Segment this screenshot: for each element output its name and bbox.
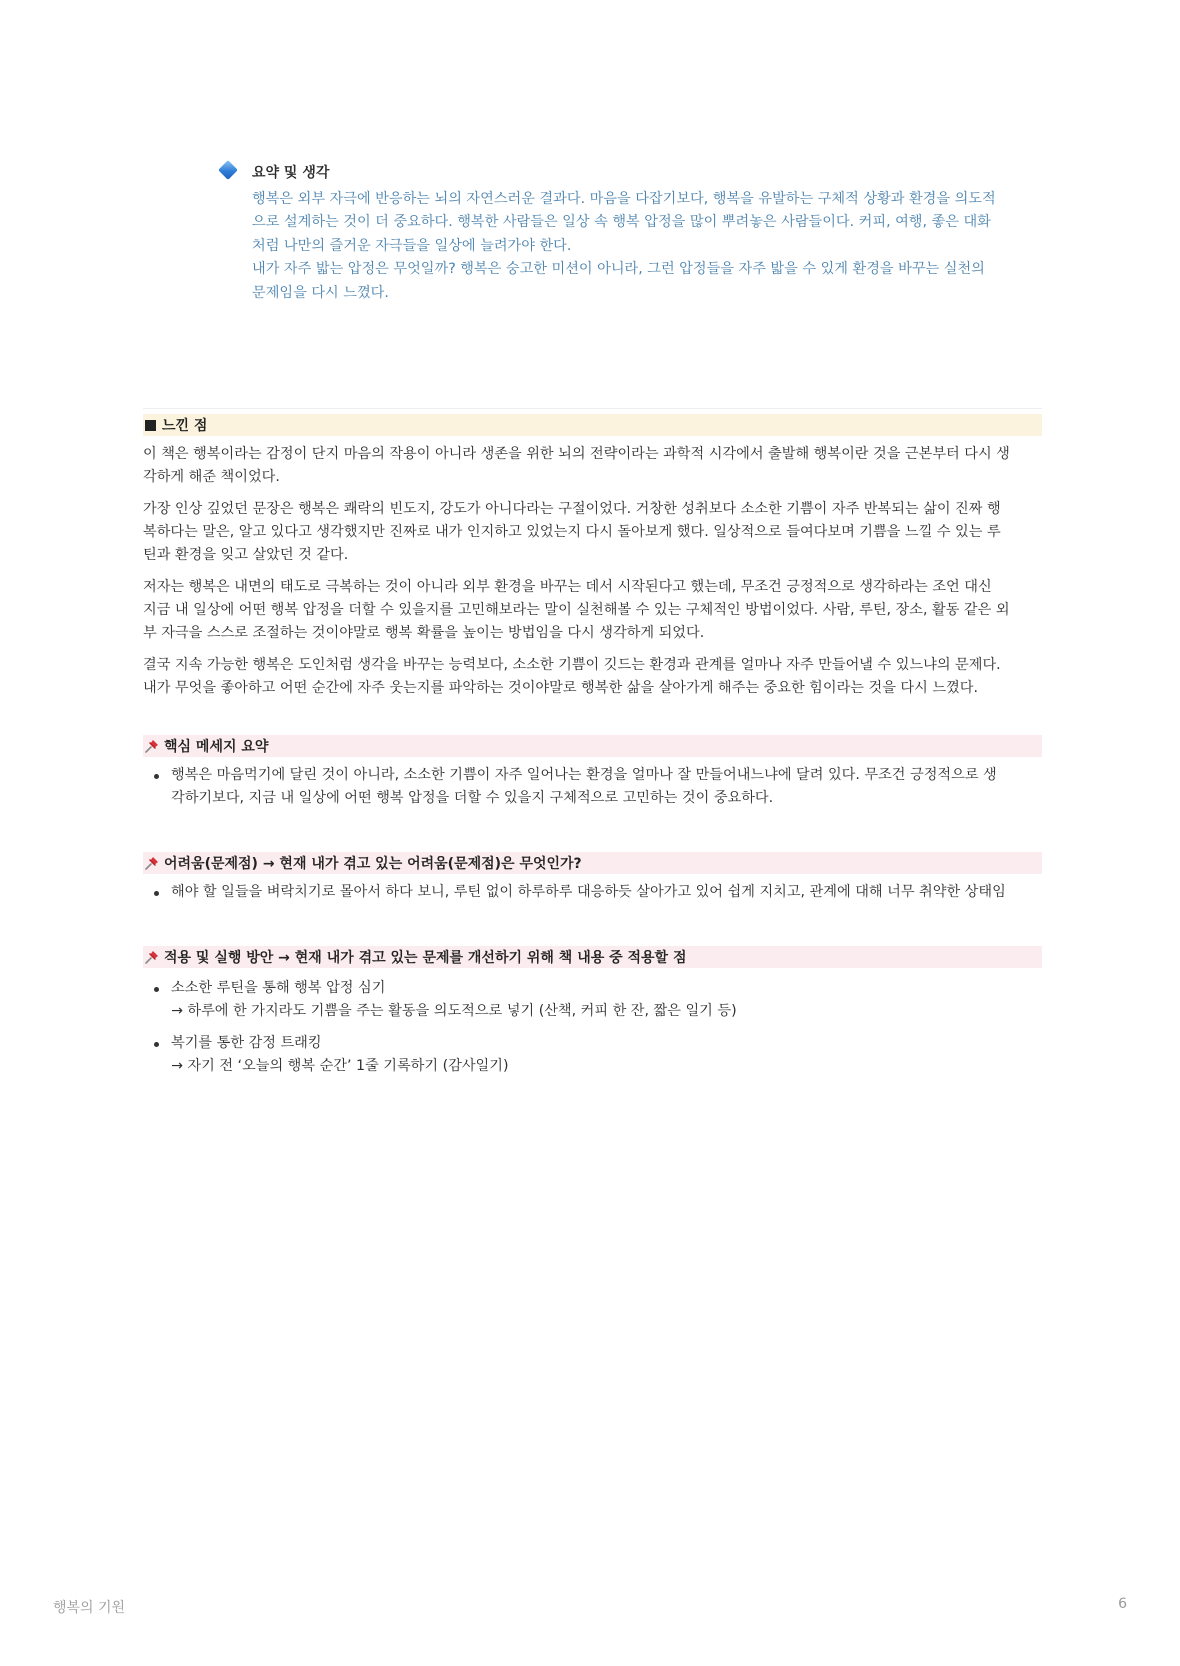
text-line: 행복은 마음먹기에 달린 것이 아니라, 소소한 기쁨이 자주 일어나는 환경을 얼마나 잘 만들어내느냐에 달려 있다. 무조건 긍정적으로 생: [171, 767, 997, 783]
section-divider: [143, 408, 1042, 409]
summary-line: 으로 설계하는 것이 더 중요하다. 행복한 사람들은 일상 속 행복 압정을 많이 뿌려놓은 사람들이다. 커피, 여행, 좋은 대화: [252, 214, 991, 231]
text-line: 부 자극을 스스로 조절하는 것이야말로 행복 확률을 높이는 방법임을 다시 생각하게 되었다.: [143, 625, 705, 642]
list-item: [143, 764, 1048, 811]
felt-section-title: 느낀 점: [162, 418, 208, 434]
difficulty-section-header: [143, 852, 1042, 874]
difficulty-section-title: 어려움(문제점) → 현재 내가 겪고 있는 어려움(문제점)은 무엇인가?: [164, 856, 582, 872]
felt-paragraph: [143, 654, 1048, 701]
summary-header: [218, 160, 1018, 184]
felt-paragraph: [143, 498, 1048, 568]
list-item: [143, 1032, 1048, 1079]
summary-line: 행복은 외부 자극에 반응하는 뇌의 자연스러운 결과다. 마음을 다잡기보다, 행복을 유발하는 구체적 상황과 환경을 의도적: [252, 191, 996, 207]
text-line: 복기를 통한 감정 트래킹: [171, 1034, 322, 1051]
text-line: 복하다는 말은, 알고 있다고 생각했지만 진짜로 내가 인지하고 있었는지 다시 돌아보게 했다. 일상적으로 들여다보며 기쁨을 느낄 수 있는 루: [143, 524, 1001, 541]
summary-line: 처럼 나만의 즐거운 자극들을 일상에 늘려가야 한다.: [252, 237, 572, 254]
felt-paragraph: [143, 443, 1048, 490]
summary-body: [252, 188, 1018, 305]
text-line: → 자기 전 ‘오늘의 행복 순간’ 1줄 기록하기 (감사일기): [171, 1058, 509, 1075]
text-line: 내가 무엇을 좋아하고 어떤 순간에 자주 웃는지를 파악하는 것이야말로 행복한 삶을 살아가게 해주는 중요한 힘이라는 것을 다시 느꼈다.: [143, 680, 978, 697]
footer-doc-title: 행복의 기원: [53, 1600, 126, 1616]
black-square-icon: [145, 420, 156, 431]
text-line: → 하루에 한 가지라도 기쁨을 주는 활동을 의도적으로 넣기 (산책, 커피 한 잔, 짧은 일기 등): [171, 1003, 737, 1020]
apply-section-title: 적용 및 실행 방안 → 현재 내가 겪고 있는 문제를 개선하기 위해 책 내용 중 적용할 점: [164, 950, 687, 966]
text-line: 결국 지속 가능한 행복은 도인처럼 생각을 바꾸는 능력보다, 소소한 기쁨이 깃드는 환경과 관계를 얼마나 자주 만들어낼 수 있느냐의 문제다.: [143, 656, 1001, 673]
pushpin-icon: [144, 949, 160, 965]
core-section-body: [143, 764, 1048, 811]
summary-callout: [218, 160, 1018, 305]
summary-line: 문제임을 다시 느꼈다.: [252, 284, 389, 301]
text-line: 각하게 해준 책이었다.: [143, 469, 280, 486]
core-section-header: [143, 735, 1042, 757]
summary-line: 내가 자주 밟는 압정은 무엇일까? 행복은 숭고한 미션이 아니라, 그런 압정들을 자주 밟을 수 있게 환경을 바꾸는 실천의: [252, 261, 985, 278]
apply-section-header: [143, 946, 1042, 968]
text-line: 가장 인상 깊었던 문장은 행복은 쾌락의 빈도지, 강도가 아니다라는 구절이었다. 거창한 성취보다 소소한 기쁨이 자주 반복되는 삶이 진짜 행: [143, 500, 1001, 517]
text-line: 틴과 환경을 잊고 살았던 것 같다.: [143, 547, 349, 564]
text-line: 각하기보다, 지금 내 일상에 어떤 행복 압정을 더할 수 있을지 구체적으로 고민하는 것이 중요하다.: [171, 790, 774, 807]
difficulty-section-body: [143, 881, 1048, 904]
footer-page-number: 6: [1118, 1596, 1127, 1612]
felt-paragraph: [143, 576, 1048, 646]
core-section-title: 핵심 메세지 요약: [164, 739, 269, 755]
text-line: 소소한 루틴을 통해 행복 압정 심기: [171, 980, 386, 996]
felt-section-header: [143, 414, 1042, 436]
blue-diamond-icon: [218, 160, 248, 184]
list-item: 해야 할 일들을 벼락치기로 몰아서 하다 보니, 루틴 없이 하루하루 대응하듯 살아가고 있어 쉽게 지치고, 관계에 대해 너무 취약한 상태임: [143, 881, 1048, 904]
apply-section-body: [143, 977, 1048, 1079]
text-line: 저자는 행복은 내면의 태도로 극복하는 것이 아니라 외부 환경을 바꾸는 데서 시작된다고 했는데, 무조건 긍정적으로 생각하라는 조언 대신: [143, 578, 992, 595]
pushpin-icon: [144, 738, 160, 754]
text-line: 이 책은 행복이라는 감정이 단지 마음의 작용이 아니라 생존을 위한 뇌의 전략이라는 과학적 시각에서 출발해 행복이란 것을 근본부터 다시 생: [143, 446, 1010, 462]
felt-section-body: [143, 443, 1048, 708]
text-line: 지금 내 일상에 어떤 행복 압정을 더할 수 있을지를 고민해보라는 말이 실천해볼 수 있는 구체적인 방법이었다. 사람, 루틴, 장소, 활동 같은 외: [143, 602, 1010, 619]
summary-title: 요약 및 생각: [252, 165, 330, 181]
pushpin-icon: [144, 855, 160, 871]
list-item: [143, 977, 1048, 1024]
